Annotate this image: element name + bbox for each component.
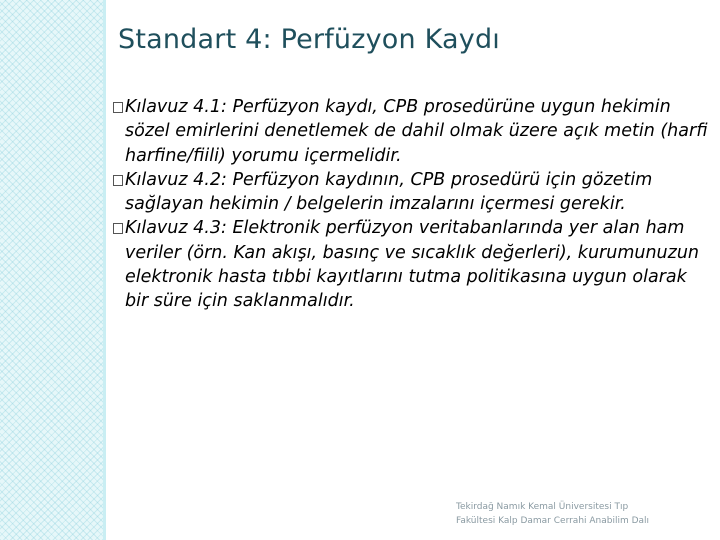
guideline-item (113, 95, 713, 168)
footer-line-1: Tekirdağ Namık Kemal Üniversitesi Tıp (456, 502, 629, 512)
decorative-side-pattern (0, 0, 103, 540)
bullet-icon (113, 175, 123, 186)
slide-title: Standart 4: Perfüzyon Kaydı (118, 24, 501, 55)
guideline-text: Perfüzyon kaydı, CPB prosedürüne uygun hekimin sözel emirlerini denetlemek de dahil olmak üzere açık metin (harfi harfine/fiili) yorumu içermelidir. (125, 97, 708, 166)
guideline-text: Perfüzyon kaydının, CPB prosedürü için gözetim sağlayan hekimin / belgelerin imzalarını içermesi gerekir. (125, 169, 653, 215)
guideline-number: 4.3: (193, 218, 227, 239)
bullet-icon (113, 223, 123, 234)
guideline-label: Kılavuz (125, 97, 188, 117)
bullet-icon (113, 102, 123, 113)
guideline-item (113, 216, 713, 313)
guideline-label: Kılavuz (125, 218, 188, 239)
guideline-number: 4.2: (193, 169, 227, 190)
slide-body (113, 95, 713, 314)
footer-line-2: Fakültesi Kalp Damar Cerrahi Anabilim Dalı (456, 516, 650, 526)
guideline-item (113, 168, 713, 217)
guideline-text: Elektronik perfüzyon veritabanlarında yer alan ham veriler (örn. Kan akışı, basınç ve sıcaklık değerleri), kurumunuzun elektronik hasta tıbbi kayıtlarını tutma politikasına uygun olarak bir süre için saklanmalıdır. (125, 218, 700, 312)
slide-footer (456, 500, 716, 528)
guideline-label: Kılavuz (125, 169, 188, 190)
guideline-number: 4.1: (193, 97, 227, 117)
decorative-side-border (103, 0, 106, 540)
